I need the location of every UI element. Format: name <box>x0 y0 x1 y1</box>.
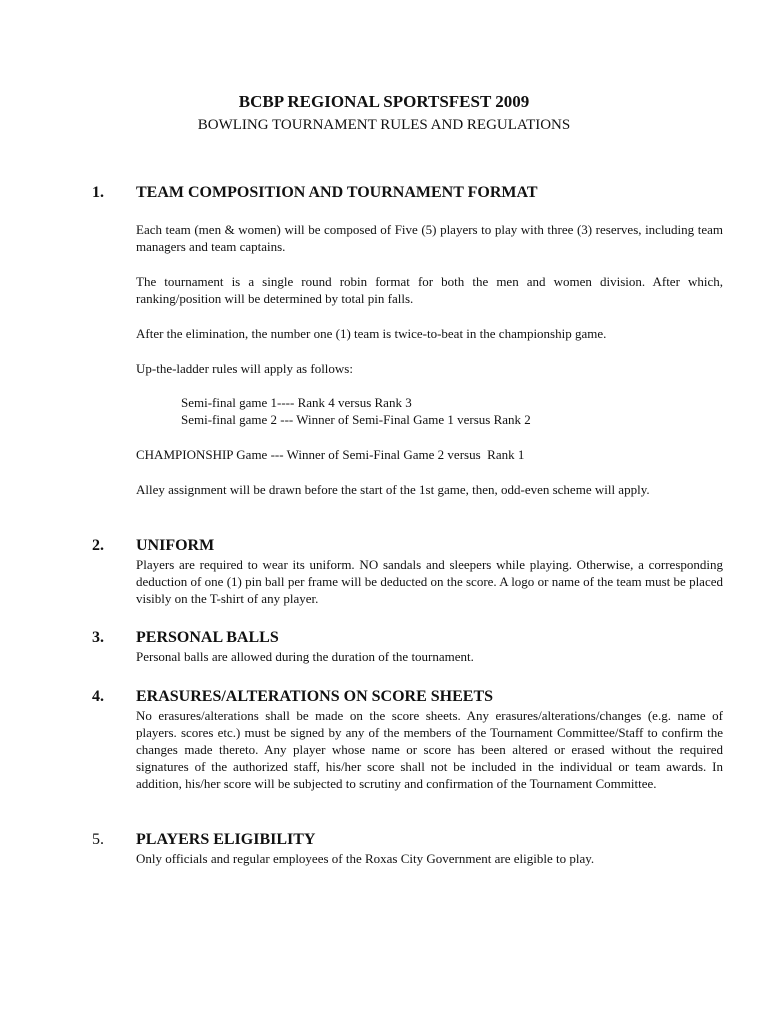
section-4-number: 4. <box>92 688 104 705</box>
document-title: BCBP REGIONAL SPORTSFEST 2009 <box>238 92 530 111</box>
ladder-item-semifinal-1: Semi-final game 1---- Rank 4 versus Rank 3 <box>181 395 412 410</box>
ladder-item-semifinal-2: Semi-final game 2 --- Winner of Semi-Final Game 1 versus Rank 2 <box>181 412 531 427</box>
section-2-heading: UNIFORM <box>136 537 215 554</box>
section-1-heading: TEAM COMPOSITION AND TOURNAMENT FORMAT <box>136 184 538 201</box>
section-1-paragraph-3: After the elimination, the number one (1) team is twice-to-beat in the championship game. <box>136 326 607 341</box>
section-1-paragraph-1: Each team (men & women) will be composed of Five (5) players to play with three (3) reserves, including team managers and team captains. <box>136 222 723 254</box>
section-2-text: Players are required to wear its uniform. NO sandals and sleepers while playing. Otherwise, a corresponding deduction of one (1) pin ball per frame will be deducted on the score. A logo or name of the team must be placed visibly on the T-shirt of any player. <box>136 557 723 606</box>
section-3-heading: PERSONAL BALLS <box>136 629 279 646</box>
section-1-paragraph-2: The tournament is a single round robin format for both the men and women division. After which, ranking/position will be determined by total pin falls. <box>136 274 723 306</box>
section-1-paragraph-4: Up-the-ladder rules will apply as follows: <box>136 361 353 376</box>
section-3-text: Personal balls are allowed during the duration of the tournament. <box>136 649 474 664</box>
section-2-number: 2. <box>92 537 104 554</box>
section-3-number: 3. <box>92 629 104 646</box>
section-4-heading: ERASURES/ALTERATIONS ON SCORE SHEETS <box>136 688 494 705</box>
alley-assignment-paragraph: Alley assignment will be drawn before the start of the 1st game, then, odd-even scheme will apply. <box>136 482 650 497</box>
section-5-text: Only officials and regular employees of the Roxas City Government are eligible to play. <box>136 851 595 866</box>
championship-line: CHAMPIONSHIP Game --- Winner of Semi-Final Game 2 versus Rank 1 <box>136 447 525 462</box>
section-5-number: 5. <box>92 831 104 848</box>
section-1-number: 1. <box>92 184 104 201</box>
section-4-text: No erasures/alterations shall be made on the score sheets. Any erasures/alterations/changes (e.g. name of players. scores etc.) must be signed by any of the members of the Tournament Committee/Staff to confirm the changes made thereto. Any player whose name or score has been altered or erased without the required signatures of the authorized staff, his/her score shall not be included in the individual or team awards. In addition, his/her score will be subjected to scrutiny and confirmation of the Tournament Committee. <box>136 708 723 791</box>
document-subtitle: BOWLING TOURNAMENT RULES AND REGULATIONS <box>197 117 571 133</box>
section-5-heading: PLAYERS ELIGIBILITY <box>136 831 316 848</box>
